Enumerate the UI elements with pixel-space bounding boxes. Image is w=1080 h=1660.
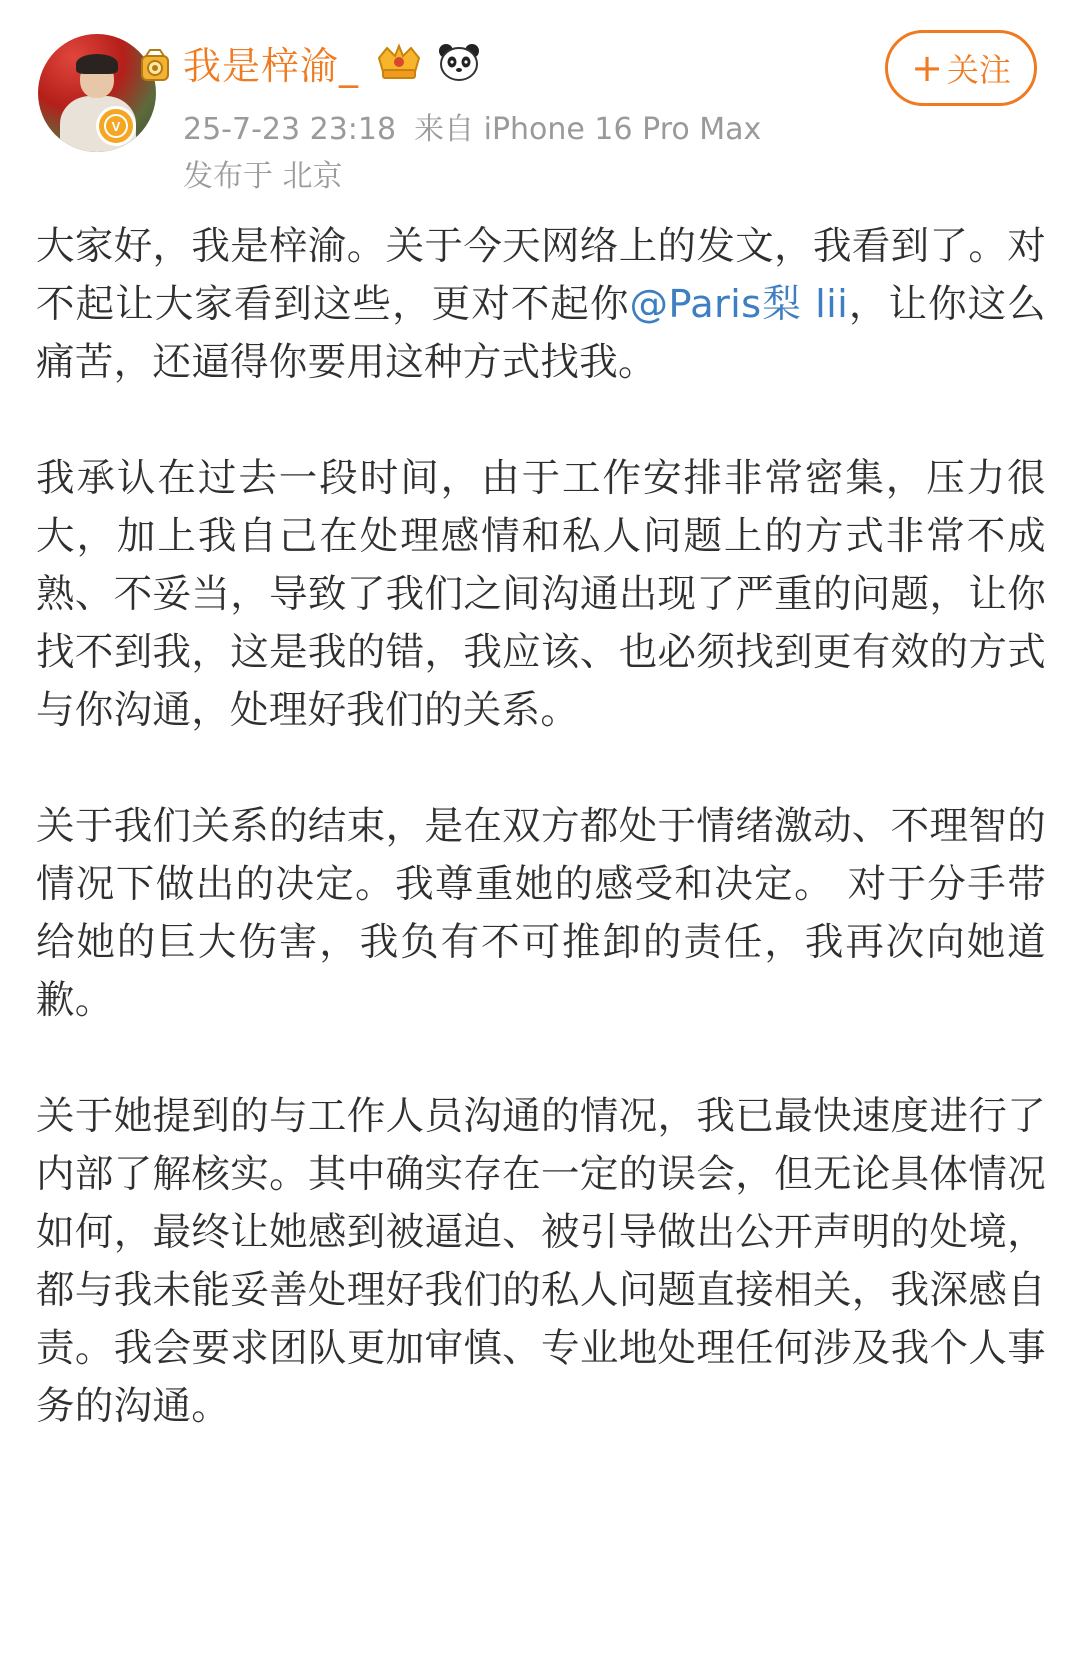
- plus-icon: +: [911, 46, 943, 90]
- avatar-figure-hair: [76, 54, 118, 74]
- verified-badge-letter: V: [104, 114, 128, 138]
- post-body: [36, 218, 1046, 1494]
- mention-link[interactable]: @Paris梨 lii: [629, 282, 849, 327]
- post-location: 发布于 北京: [183, 159, 343, 194]
- post-paragraph-3: 关于我们关系的结束，是在双方都处于情绪激动、不理智的情况下做出的决定。我尊重她的感受和决定。 对于分手带给她的巨大伤害，我负有不可推卸的责任，我再次向她道歉。: [36, 804, 1046, 1023]
- post-paragraph-1: [36, 218, 1046, 392]
- post-paragraph-4: 关于她提到的与工作人员沟通的情况，我已最快速度进行了内部了解核实。其中确实存在一定的误会，但无论具体情况如何，最终让她感到被逼迫、被引导做出公开声明的处境，都与我未能妥善处理好我们的私人问题直接相关，我深感自责。我会要求团队更加审慎、专业地处理任何涉及我个人事务的沟通。: [36, 1094, 1046, 1429]
- post-meta: [183, 104, 761, 148]
- panda-icon: [437, 42, 481, 82]
- post-paragraph-2: 我承认在过去一段时间，由于工作安排非常密集，压力很大，加上我自己在处理感情和私人问题上的方式非常不成熟、不妥当，导致了我们之间沟通出现了严重的问题，让你找不到我，这是我的错，我应该、也必须找到更有效的方式与你沟通，处理好我们的关系。: [36, 456, 1046, 733]
- verified-badge-icon: [96, 106, 136, 146]
- post-source: 来自 iPhone 16 Pro Max: [414, 112, 762, 147]
- post-timestamp: 25-7-23 23:18: [183, 112, 397, 147]
- paragraph-1-text-b: ，让你这么痛苦，还逼得你要用这种方式找我。: [36, 282, 1046, 385]
- post-header: [0, 0, 1080, 215]
- username[interactable]: 我是梓渝_: [183, 43, 360, 88]
- follow-button[interactable]: [885, 30, 1037, 106]
- crown-level-icon: [373, 42, 425, 82]
- avatar-container[interactable]: [38, 34, 156, 152]
- username-row: [183, 34, 481, 90]
- avatar-decoration-icon: [134, 48, 176, 86]
- follow-label: 关注: [946, 51, 1011, 89]
- paragraph-1-text-a: 大家好，我是梓渝。关于今天网络上的发文，我看到了。对不起让大家看到这些，更对不起你: [36, 224, 1046, 327]
